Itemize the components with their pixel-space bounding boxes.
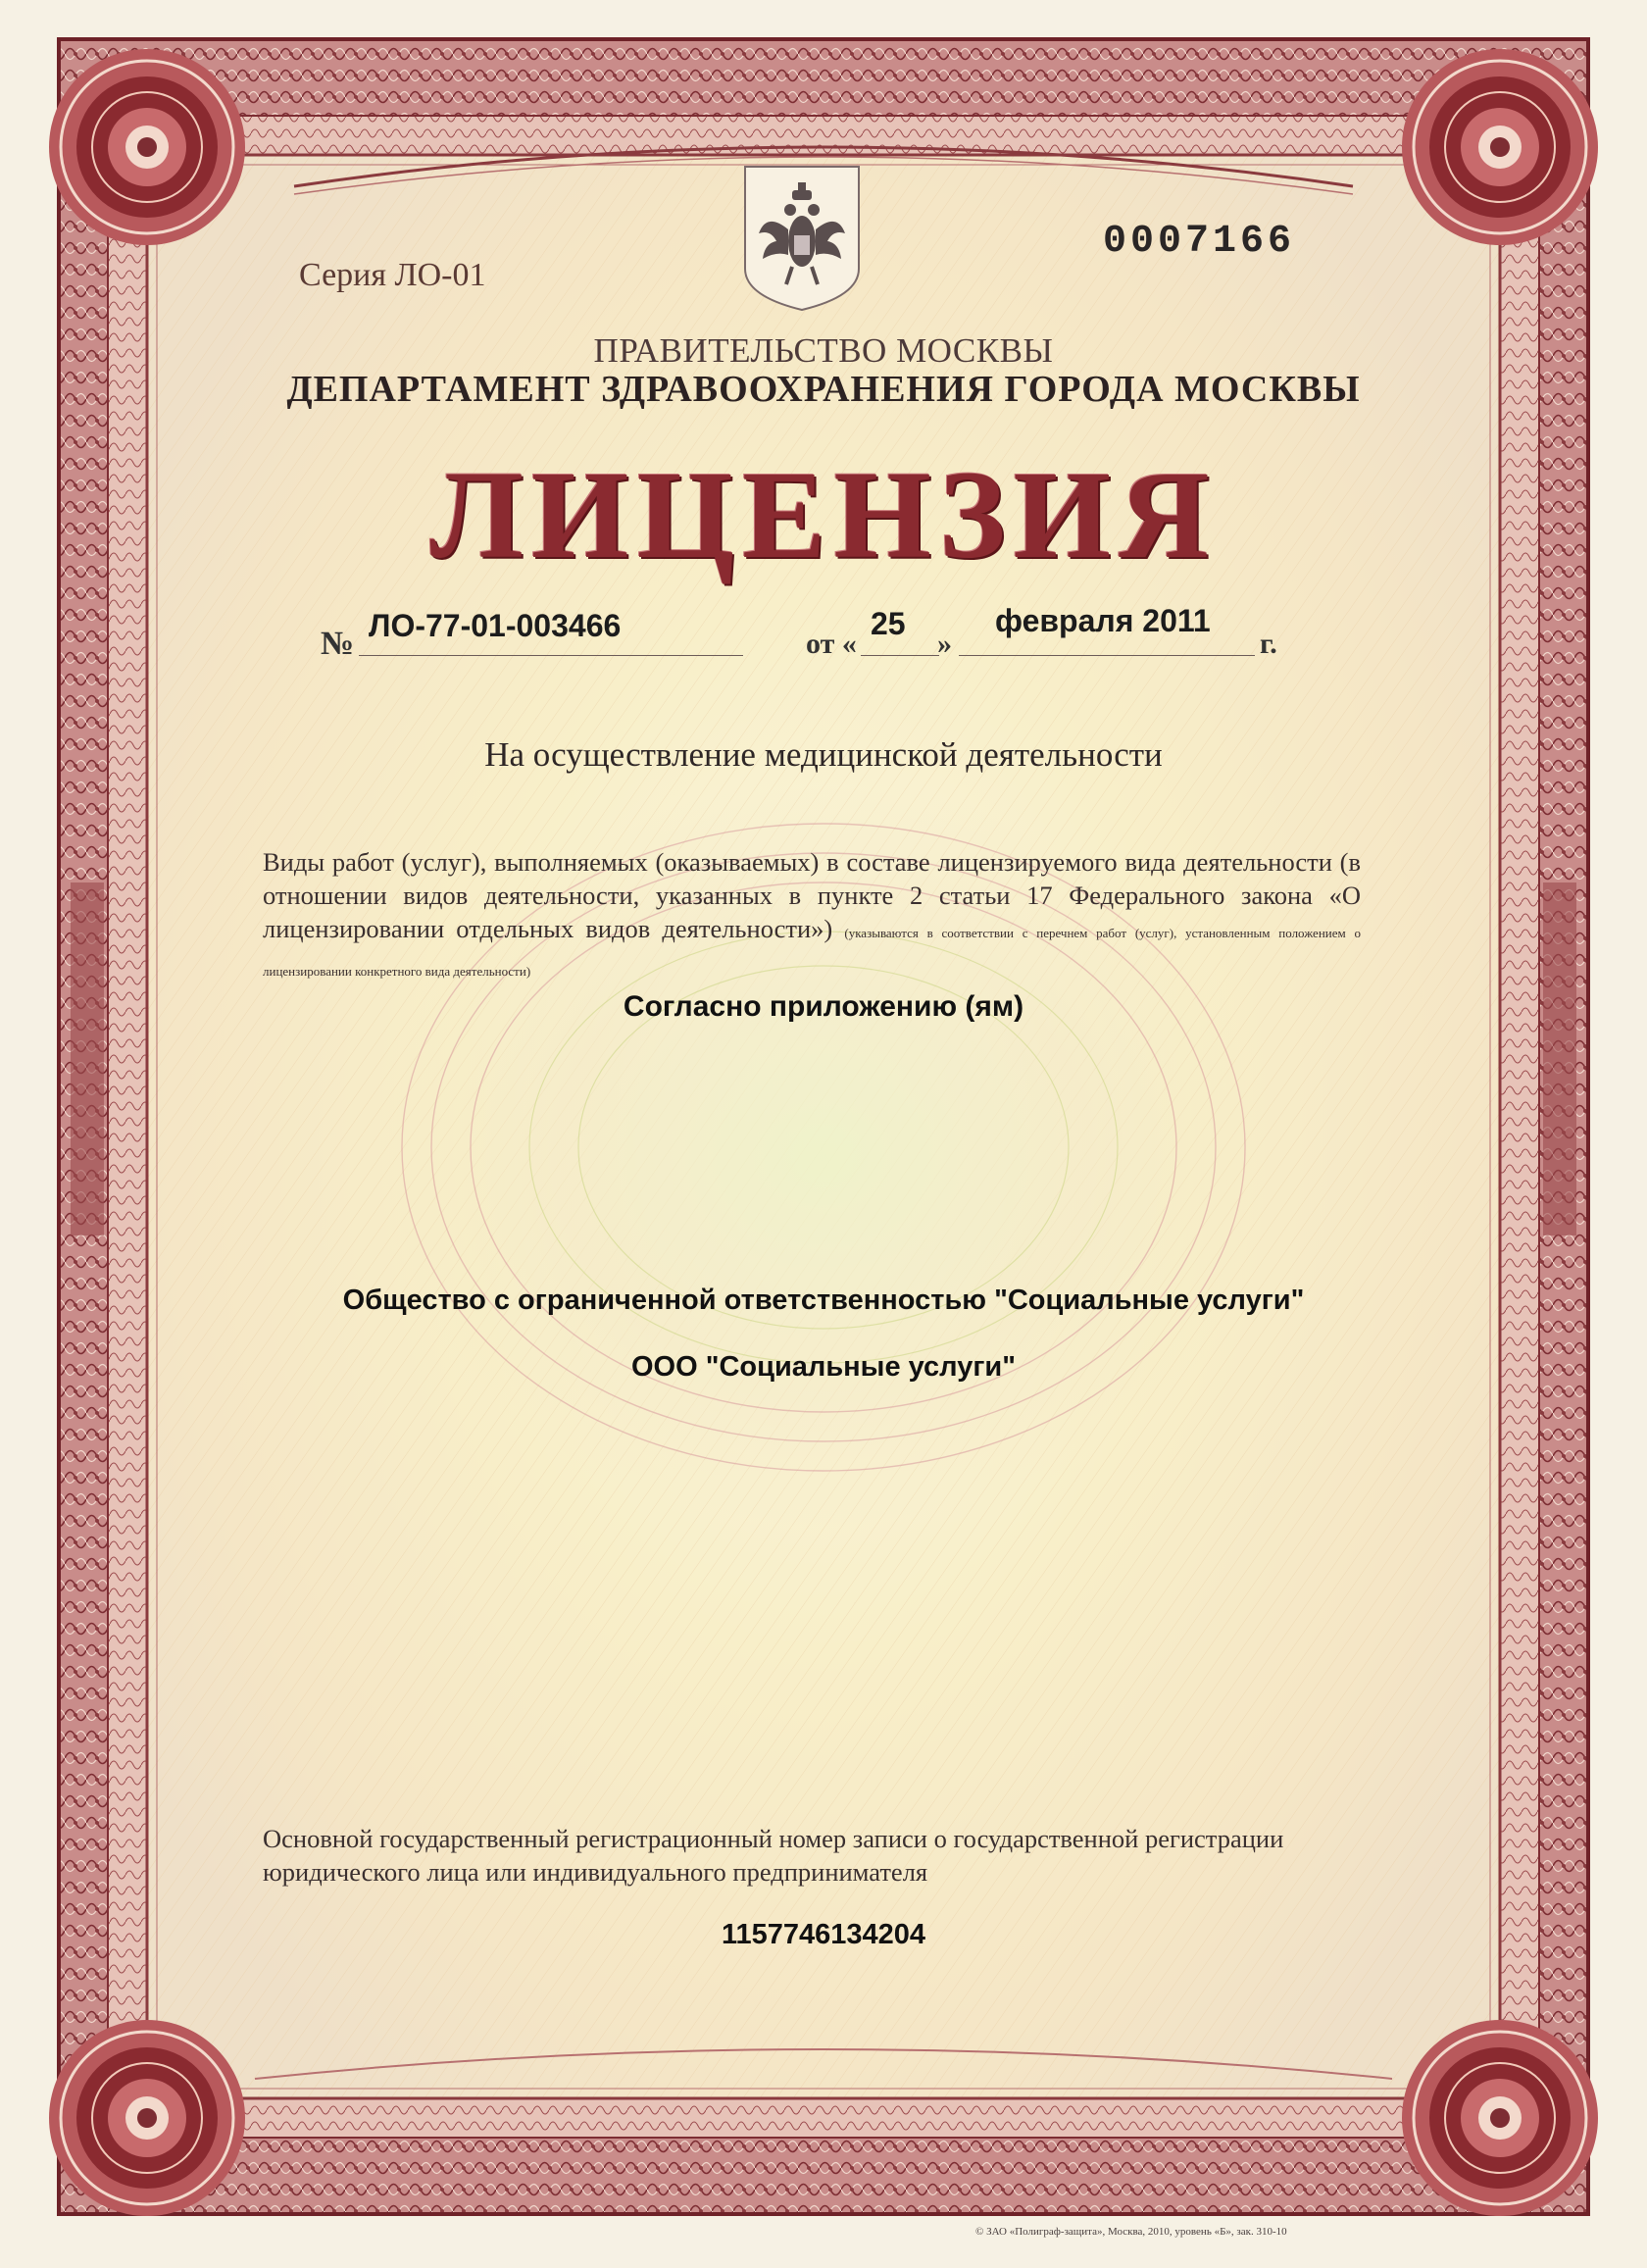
work-types-paragraph [263,845,1361,988]
date-month-year: февраля 2011 [995,603,1211,638]
work-types-note: (указываются в соответствии с перечнем работ (услуг), установленным положением о лицензировании конкретного вида деятельности) [263,926,1361,979]
document-title: ЛИЦЕНЗИЯ [429,445,1218,584]
ogrn-label: Основной государственный регистрационный номер записи о государственной регистрации юридического лица или индивидуального предпринимателя [263,1824,1284,1887]
department-header: ДЕПАРТАМЕНТ ЗДРАВООХРАНЕНИЯ ГОРОДА МОСКВЫ [286,369,1361,410]
date-from-label: от « [806,628,857,660]
organization-short-name: ООО "Социальные услуги" [631,1351,1016,1383]
coat-of-arms-icon [737,161,867,314]
ogrn-value: 1157746134204 [721,1919,926,1950]
government-header: ПРАВИТЕЛЬСТВО МОСКВЫ [593,331,1054,370]
date-month-underline [959,655,1255,656]
license-number: ЛО-77-01-003466 [369,608,622,643]
work-types-value: Согласно приложению (ям) [623,990,1024,1023]
date-day: 25 [871,606,906,641]
printer-imprint: © ЗАО «Полиграф-защита», Москва, 2010, уровень «Б», зак. 310-10 [975,2226,1287,2238]
number-label: № [321,626,355,662]
license-number-underline [359,655,743,656]
date-close-quote: » [937,628,952,660]
year-suffix: г. [1260,628,1277,660]
series-label: Серия ЛО-01 [299,257,486,293]
date-day-underline [861,655,939,656]
serial-number: 0007166 [1103,220,1296,264]
license-purpose: На осуществление медицинской деятельности [484,735,1163,774]
organization-full-name: Общество с ограниченной ответственностью "Социальные услуги" [342,1285,1305,1316]
work-types-text: Виды работ (услуг), выполняемых (оказываемых) в составе лицензируемого вида деятельности (в отношении видов деятельности, указанных в пункте 2 статьи 17 Федерального закона «О лицензировании отдельных видов деятельности») [263,847,1361,943]
